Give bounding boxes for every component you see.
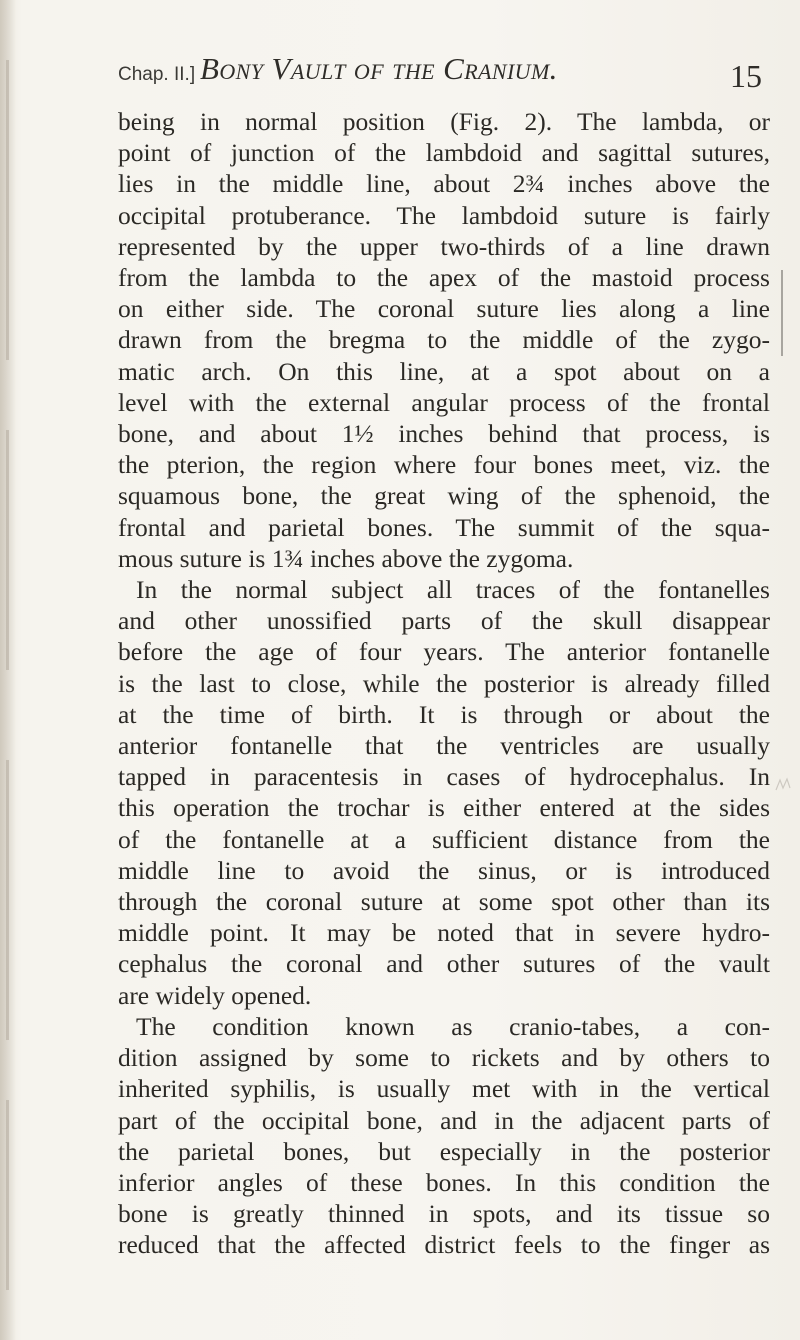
text-line: lies in the middle line, about 2¾ inches above the (118, 169, 770, 199)
text-line: occipital protuberance. The lambdoid suture is fairly (118, 200, 770, 230)
text-line: the parietal bones, but especially in the posterior (118, 1136, 770, 1166)
text-line: matic arch. On this line, at a spot about on a (118, 356, 770, 386)
running-title: Bony Vault of the Cranium. (200, 51, 558, 86)
text-line: cephalus the coronal and other sutures of the vault (118, 949, 770, 979)
text-line: before the age of four years. The anterior fontanelle (118, 637, 770, 667)
text-line: squamous bone, the great wing of the sphenoid, the (118, 481, 770, 511)
text-line: inherited syphilis, is usually met with in the vertical (118, 1074, 770, 1104)
chapter-label: Chap. II.] (118, 64, 196, 85)
text-line: represented by the upper two-thirds of a line drawn (118, 231, 770, 261)
text-line: through the coronal suture at some spot other than its (118, 887, 770, 917)
text-line: this operation the trochar is either entered at the sides (118, 793, 770, 823)
text-line: of the fontanelle at a sufficient distance from the (118, 824, 770, 854)
text-line: drawn from the bregma to the middle of the zygo- (118, 325, 770, 355)
text-line: on either side. The coronal suture lies along a line (118, 294, 770, 324)
text-line: and other unossified parts of the skull disappear (118, 606, 770, 636)
text-line: part of the occipital bone, and in the adjacent parts of (118, 1105, 770, 1135)
text-line: bone, and about 1½ inches behind that process, is (118, 419, 770, 449)
text-line: middle line to avoid the sinus, or is introduced (118, 855, 770, 885)
text-line: dition assigned by some to rickets and by others to (118, 1043, 770, 1073)
page-header (118, 48, 768, 100)
text-line: level with the external angular process of the frontal (118, 387, 770, 417)
text-line: anterior fontanelle that the ventricles are usually (118, 731, 770, 761)
text-line: tapped in paracentesis in cases of hydrocephalus. In (118, 762, 770, 792)
page-number: 15 (730, 58, 762, 94)
text-line: bone is greatly thinned in spots, and its tissue so (118, 1199, 770, 1229)
margin-bracket-mark (781, 270, 783, 356)
text-line: from the lambda to the apex of the mastoid process (118, 263, 770, 293)
text-line: is the last to close, while the posterior is already filled (118, 668, 770, 698)
margin-pencil-mark (774, 776, 792, 794)
text-line: frontal and parietal bones. The summit of the squa- (118, 512, 770, 542)
text-line: are widely opened. (118, 980, 312, 1010)
text-line: mous suture is 1¾ inches above the zygoma. (118, 543, 574, 573)
left-margin-marks (6, 0, 24, 1340)
text-line: point of junction of the lambdoid and sagittal sutures, (118, 138, 770, 168)
body-text (118, 106, 770, 1261)
text-line: at the time of birth. It is through or about the (118, 699, 770, 729)
text-line: being in normal position (Fig. 2). The lambda, or (118, 107, 770, 136)
text-line: middle point. It may be noted that in severe hydro- (118, 918, 770, 948)
text-line: reduced that the affected district feels to the finger as (118, 1230, 770, 1260)
text-line: inferior angles of these bones. In this condition the (118, 1167, 770, 1197)
text-line: the pterion, the region where four bones meet, viz. the (118, 450, 770, 480)
text-line: The condition known as cranio-tabes, a con- (136, 1011, 770, 1041)
text-line: In the normal subject all traces of the fontanelles (136, 575, 770, 605)
